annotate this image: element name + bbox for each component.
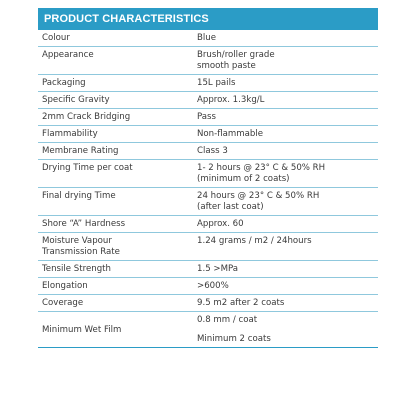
row-value: 24 hours @ 23° C & 50% RH (after last coat): [195, 188, 378, 216]
row-label: Minimum Wet Film: [38, 312, 195, 348]
table-row-crack-bridging: [38, 109, 378, 126]
table-row-moisture-vapour: [38, 233, 378, 261]
table-row-elongation: [38, 278, 378, 295]
characteristics-table: [38, 30, 378, 348]
row-value: Approx. 1.3kg/L: [195, 92, 378, 109]
row-label: Elongation: [38, 278, 195, 295]
row-label: Packaging: [38, 75, 195, 92]
table-row-specific-gravity: [38, 92, 378, 109]
table-row-final-drying-time: [38, 188, 378, 216]
table-row-membrane-rating: [38, 143, 378, 160]
row-label: Membrane Rating: [38, 143, 195, 160]
row-value: Brush/roller grade smooth paste: [195, 47, 378, 75]
row-value: 1.5 >MPa: [195, 261, 378, 278]
table-row-tensile-strength: [38, 261, 378, 278]
row-label: Shore “A” Hardness: [38, 216, 195, 233]
table-row-colour: [38, 30, 378, 47]
row-label: Drying Time per coat: [38, 160, 195, 188]
row-value: Approx. 60: [195, 216, 378, 233]
row-label: Colour: [38, 30, 195, 47]
row-label: Appearance: [38, 47, 195, 75]
row-label: Final drying Time: [38, 188, 195, 216]
table-row-appearance: [38, 47, 378, 75]
row-value: 15L pails: [195, 75, 378, 92]
table-row-shore-hardness: [38, 216, 378, 233]
row-label: 2mm Crack Bridging: [38, 109, 195, 126]
row-value: >600%: [195, 278, 378, 295]
row-label: Tensile Strength: [38, 261, 195, 278]
row-label: Flammability: [38, 126, 195, 143]
section-header: PRODUCT CHARACTERISTICS: [38, 8, 378, 30]
table-row-minimum-wet-film: [38, 312, 378, 348]
row-label: Specific Gravity: [38, 92, 195, 109]
row-label: Moisture Vapour Transmission Rate: [38, 233, 195, 261]
table-row-coverage: [38, 295, 378, 312]
table-row-drying-time: [38, 160, 378, 188]
row-value: Blue: [195, 30, 378, 47]
line-gap: [197, 326, 378, 334]
row-value: Class 3: [195, 143, 378, 160]
row-value: 1- 2 hours @ 23° C & 50% RH (minimum of 2 coats): [195, 160, 378, 188]
row-label: Coverage: [38, 295, 195, 312]
table-row-flammability: [38, 126, 378, 143]
row-value: 1.24 grams / m2 / 24hours: [195, 233, 378, 261]
row-value: 0.8 mm / coat Minimum 2 coats: [195, 312, 378, 348]
row-value: Non-flammable: [195, 126, 378, 143]
row-value: 9.5 m2 after 2 coats: [195, 295, 378, 312]
product-characteristics-sheet: [38, 8, 378, 348]
row-value: Pass: [195, 109, 378, 126]
table-row-packaging: [38, 75, 378, 92]
